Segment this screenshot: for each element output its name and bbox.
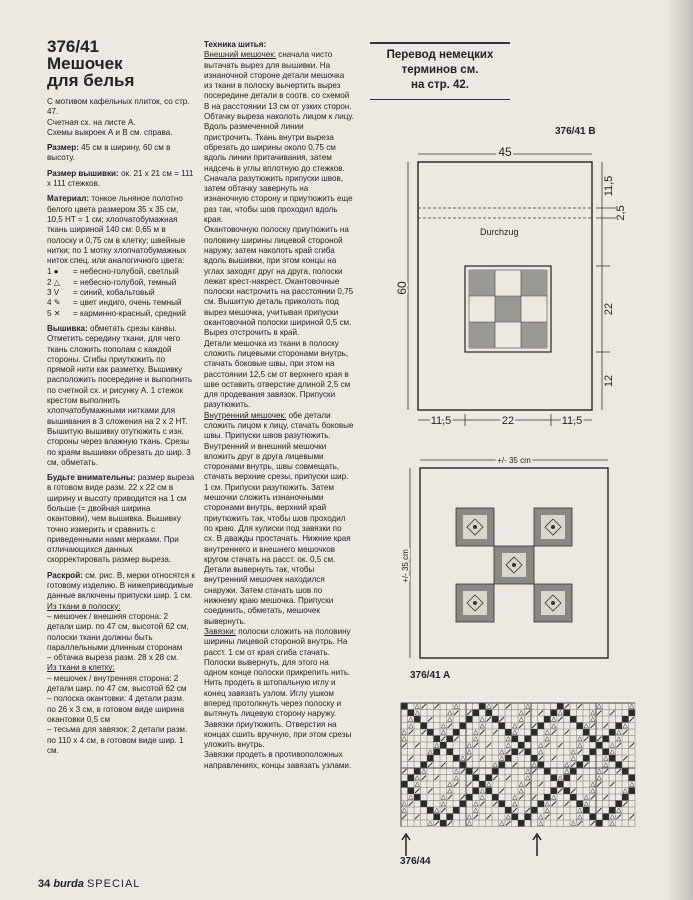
key-text: = цвет индиго, очень темный <box>73 298 182 308</box>
key-symbol: 3 V <box>47 288 60 298</box>
ties-paragraph <box>204 627 354 751</box>
technique-heading: Техника шитья: <box>204 40 267 49</box>
check-item: – полоска окантовки: 4 детали разм. по 26 х 3 см, в готовом виде ширина окантовки 0,5 см <box>47 694 185 724</box>
inner-bag-paragraph <box>204 411 354 442</box>
pattern-diagram-a <box>390 448 640 673</box>
materials-label: Материал: <box>47 194 90 204</box>
attention-label: Будьте внимательны: <box>47 473 136 483</box>
key-symbol: 4 ✎ <box>47 298 61 308</box>
embroidery-paragraph <box>47 324 195 468</box>
cutting-paragraph <box>47 571 195 602</box>
key-row <box>47 298 195 308</box>
outer-bag-paragraph <box>204 50 354 225</box>
intro <box>47 97 195 138</box>
size-text: 45 см в ширину, 60 см в высоту. <box>47 143 171 163</box>
special-label: SPECIAL <box>86 878 141 890</box>
note-top-rule <box>370 42 510 44</box>
title-line-1: Мешочек <box>47 54 123 73</box>
dim-bottom-right: 11,5 <box>561 415 583 427</box>
key-symbol: 5 ✕ <box>47 308 61 318</box>
size-paragraph <box>47 143 195 164</box>
ties-label: Завязки: <box>204 626 237 636</box>
page-number: 34 <box>38 878 51 890</box>
pattern-diagram-b <box>380 138 640 438</box>
embroidery-size-label: Размер вышивки: <box>47 168 119 178</box>
key-row <box>47 278 195 288</box>
embroidery-size-paragraph <box>47 169 195 190</box>
key-row <box>47 288 195 298</box>
note-line-3: на стр. 42. <box>411 79 469 91</box>
article-number: 376/41 <box>47 37 99 56</box>
title-line-2: для белья <box>47 71 135 90</box>
ties-text: полоски сложить на половину ширины лицевой стороной внутрь. На расст. 1 см от края сгиба стачать. Полоски вывернуть, для этого на одном конце полоски прикрепить нить. Нить продеть в штопальную иглу и конец завязать узлом. Иглу ушком вперед протолкнуть через полоску и вытянуть лицевую сторону наружу. Завязки приутюжить. Отверстия на концах сшить вручную, при этом срезы уложить внутрь. <box>204 626 352 750</box>
diagram-a-label: 376/41 A <box>410 670 451 681</box>
note-line-1: Перевод немецких <box>386 49 494 61</box>
check-heading: Из ткани в клетку: <box>47 663 115 673</box>
cutting-label: Раскрой: <box>47 570 83 580</box>
ties-final-paragraph: Завязки продеть в противоположных направлениях, концы завязать узлами. <box>204 750 352 770</box>
motif-tiles <box>456 508 572 622</box>
embroidery-size-text: ок. 21 х 21 см = 111 х 111 стежков. <box>47 168 194 189</box>
page-footer <box>38 878 140 890</box>
stripe-item: – мешочек / внешняя сторона: 2 детали шир. по 47 см, высотой 62 см, полоски ткани должны быть параллельными длинным сторонам <box>47 611 189 652</box>
dim-side-mid: 22 <box>603 302 615 316</box>
chart-label: 376/44 <box>400 856 431 867</box>
key-symbol: 1 ● <box>47 267 59 277</box>
key-text: = небесно-голубой, светлый <box>73 267 179 277</box>
materials-text: тонкое льняное полотно белого цвета размером 35 х 35 см, 10,5 НТ = 1 см; хлопчатобумажная ткань шириной 140 см: 0,65 м в полоску и 0,75 см в клетку; швейные нитки; по 1 мотку хлопчатобумажных ниток спец. или аналогичного цвета: <box>47 194 187 266</box>
diagram-b-label: 376/41 B <box>555 126 596 137</box>
cutting-text: см. рис. В, мерки относятся к готовому изделию. В нижеприводимые данные включены припуски шир. 1 см. <box>47 570 195 601</box>
color-key <box>47 267 195 318</box>
bag-outline <box>418 162 592 410</box>
intro-line-2: Счетная сх. на листе А. <box>47 117 136 127</box>
dim-side-top: 11,5 <box>603 175 615 197</box>
dim-side-gap: 2,5 <box>615 205 627 221</box>
arrow-up-icon <box>533 834 541 856</box>
dim-a-height: +/- 35 cm <box>401 549 410 583</box>
dim-width: 45 <box>498 145 512 159</box>
motif-tile <box>494 546 534 584</box>
key-symbol: 2 △ <box>47 277 60 287</box>
attention-paragraph <box>47 473 195 566</box>
arrow-up-icon <box>402 834 410 856</box>
embroidery-label: Вышивка: <box>47 323 88 333</box>
intro-line-3: Схемы выкроек А и В см. справа. <box>47 127 173 137</box>
chart-arrows <box>400 830 636 860</box>
side-seams-paragraph: Детали мешочка из ткани в полоску сложить лицевыми сторонами внутрь, стачать боковые швы, при этом на расстоянии 12,5 см от верхнего края в шве оставить отверстие длиной 2,5 см для продевания завязок. Припуски разутюжить. <box>204 338 351 410</box>
column-2 <box>204 40 354 776</box>
outer-bag-label: Внешний мешочек: <box>204 50 277 60</box>
motif-tile <box>456 508 494 546</box>
dim-side-bot: 12 <box>603 374 615 388</box>
stripe-item: – обтачка выреза разм. 28 х 28 см. <box>47 653 179 663</box>
dim-a-width: +/- 35 cm <box>497 456 531 465</box>
stitch-chart <box>400 702 636 830</box>
brand-logo: burda <box>53 878 84 890</box>
check-item: – тесьма для завязок: 2 детали разм. по 110 х 4 см, в готовом виде шир. 1 см. <box>47 725 188 755</box>
column-1 <box>47 97 195 756</box>
attention-text: размер выреза в готовом виде разм. 22 х 22 см в ширину и высоту приводится на 1 см больше (= двойная ширина окантовки), чем вышивка. Вышивку точно измерить и сравнить с приведенными нами мерками. При отличающихся данных скорректировать размер выреза. <box>47 473 195 565</box>
materials-paragraph <box>47 194 195 266</box>
outer-bag-text: сначала чисто вытачать вырез для вышивки. На изнаночной стороне детали мешочка из ткани в полоску вычертить вырез посередине детали в соотв. со схемой В на расстоянии 13 см от узких сторон. Обтачку выреза наколоть лицом к лицу. Вдоль размеченной линии пристрочить. Ткань внутри выреза обрезать до ширины около 0,75 см вдоль линии притачивания, затем надсечь в углы вплотную до стежков. Сначала разутюжить припуски швов, затем обтачку завернуть на изнаночную сторону и приутюжить еще раз так, чтобы шов проходил вдоль края. <box>204 50 354 225</box>
key-text: = синий, кобальтовый <box>73 288 155 298</box>
inner-bag-label: Внутренний мешочек: <box>204 410 287 420</box>
assembly-paragraph: Внутренний и внешний мешочки вложить друг в друга лицевыми сторонами внутрь, швы совмещать, стачать верхние срезы, припуски шир. 1 см. Припуски разутюжить. Затем мешочки сложить изнаночными сторонами внутрь, верхний край приутюжить так, чтобы шов проходил по краю. Для кулиски под завязки по сх. В дважды простачать. Нижние края внутреннего и внешнего мешочков кругом стачать на расст. ок. 0,5 см. Детали вывернуть так, чтобы внутренний мешочек находился снаружи. Затем стачать шов по нижнему краю мешочка. Припуски соединить, обметать, мешочек вывернуть. <box>204 441 351 626</box>
note-bottom-rule <box>370 99 510 100</box>
dim-height: 60 <box>395 281 409 295</box>
page-gutter-shadow <box>667 0 693 900</box>
dim-bottom-mid: 22 <box>501 415 515 427</box>
chart-cells <box>401 703 635 827</box>
key-text: = небесно-голубой, темный <box>73 277 177 287</box>
translation-note <box>365 42 515 100</box>
note-line-2: терминов см. <box>401 64 479 76</box>
article-title <box>47 38 134 89</box>
check-item: – мешочек / внутренняя сторона: 2 детали шир. по 47 см, высотой 62 см <box>47 673 187 694</box>
durchzug-label: Durchzug <box>480 227 519 237</box>
key-text: = карминно-красный, средний <box>73 308 186 318</box>
key-row <box>47 309 195 319</box>
tile-window <box>465 266 551 352</box>
key-row <box>47 267 195 277</box>
motif-tile <box>534 584 572 622</box>
intro-line-1: С мотивом кафельных плиток, со стр. 47. <box>47 97 190 117</box>
size-label: Размер: <box>47 143 79 153</box>
embroidery-text: обметать срезы канвы. Отметить середину ткани, для чего ткань сложить пополам с каждой стороны. Сгибы приутюжить по прямой нити как разметку. Вышивку расположить посередине и выполнить по счетной сх. и рисунку А. 1 стежок крестом выполнить хлопчатобумажными нитками для вышивания в 3 сложения на 2 х 2 НТ. Вышитую вышивку отутюжить с изн. стороны через влажную ткань. Срезы по краям вышивки обрезать до шир. 3 см, обметать. <box>47 323 193 467</box>
stripe-heading: Из ткани в полоску: <box>47 601 121 611</box>
motif-tile <box>456 584 494 622</box>
inner-bag-text: обе детали сложить лицом к лицу, стачать боковые швы. Припуски швов разутюжить. <box>204 410 354 441</box>
dim-bottom-left: 11,5 <box>430 415 452 427</box>
motif-tile <box>534 508 572 546</box>
binding-paragraph: Окантовочную полоску приутюжить на половину ширины лицевой стороной наружу, затем наколоть край сгиба вдоль вышивки, при этом концы на углах заходят друг на друга, полоски лежат крест-накрест. Окантовочные полоски настрочить на расстоянии 0,75 см. Вышитую деталь приколоть под вырез мешочка, учитывая припуски окантовочной полоски шириной 0,5 см. Вырез отстрочить в край. <box>204 225 354 338</box>
